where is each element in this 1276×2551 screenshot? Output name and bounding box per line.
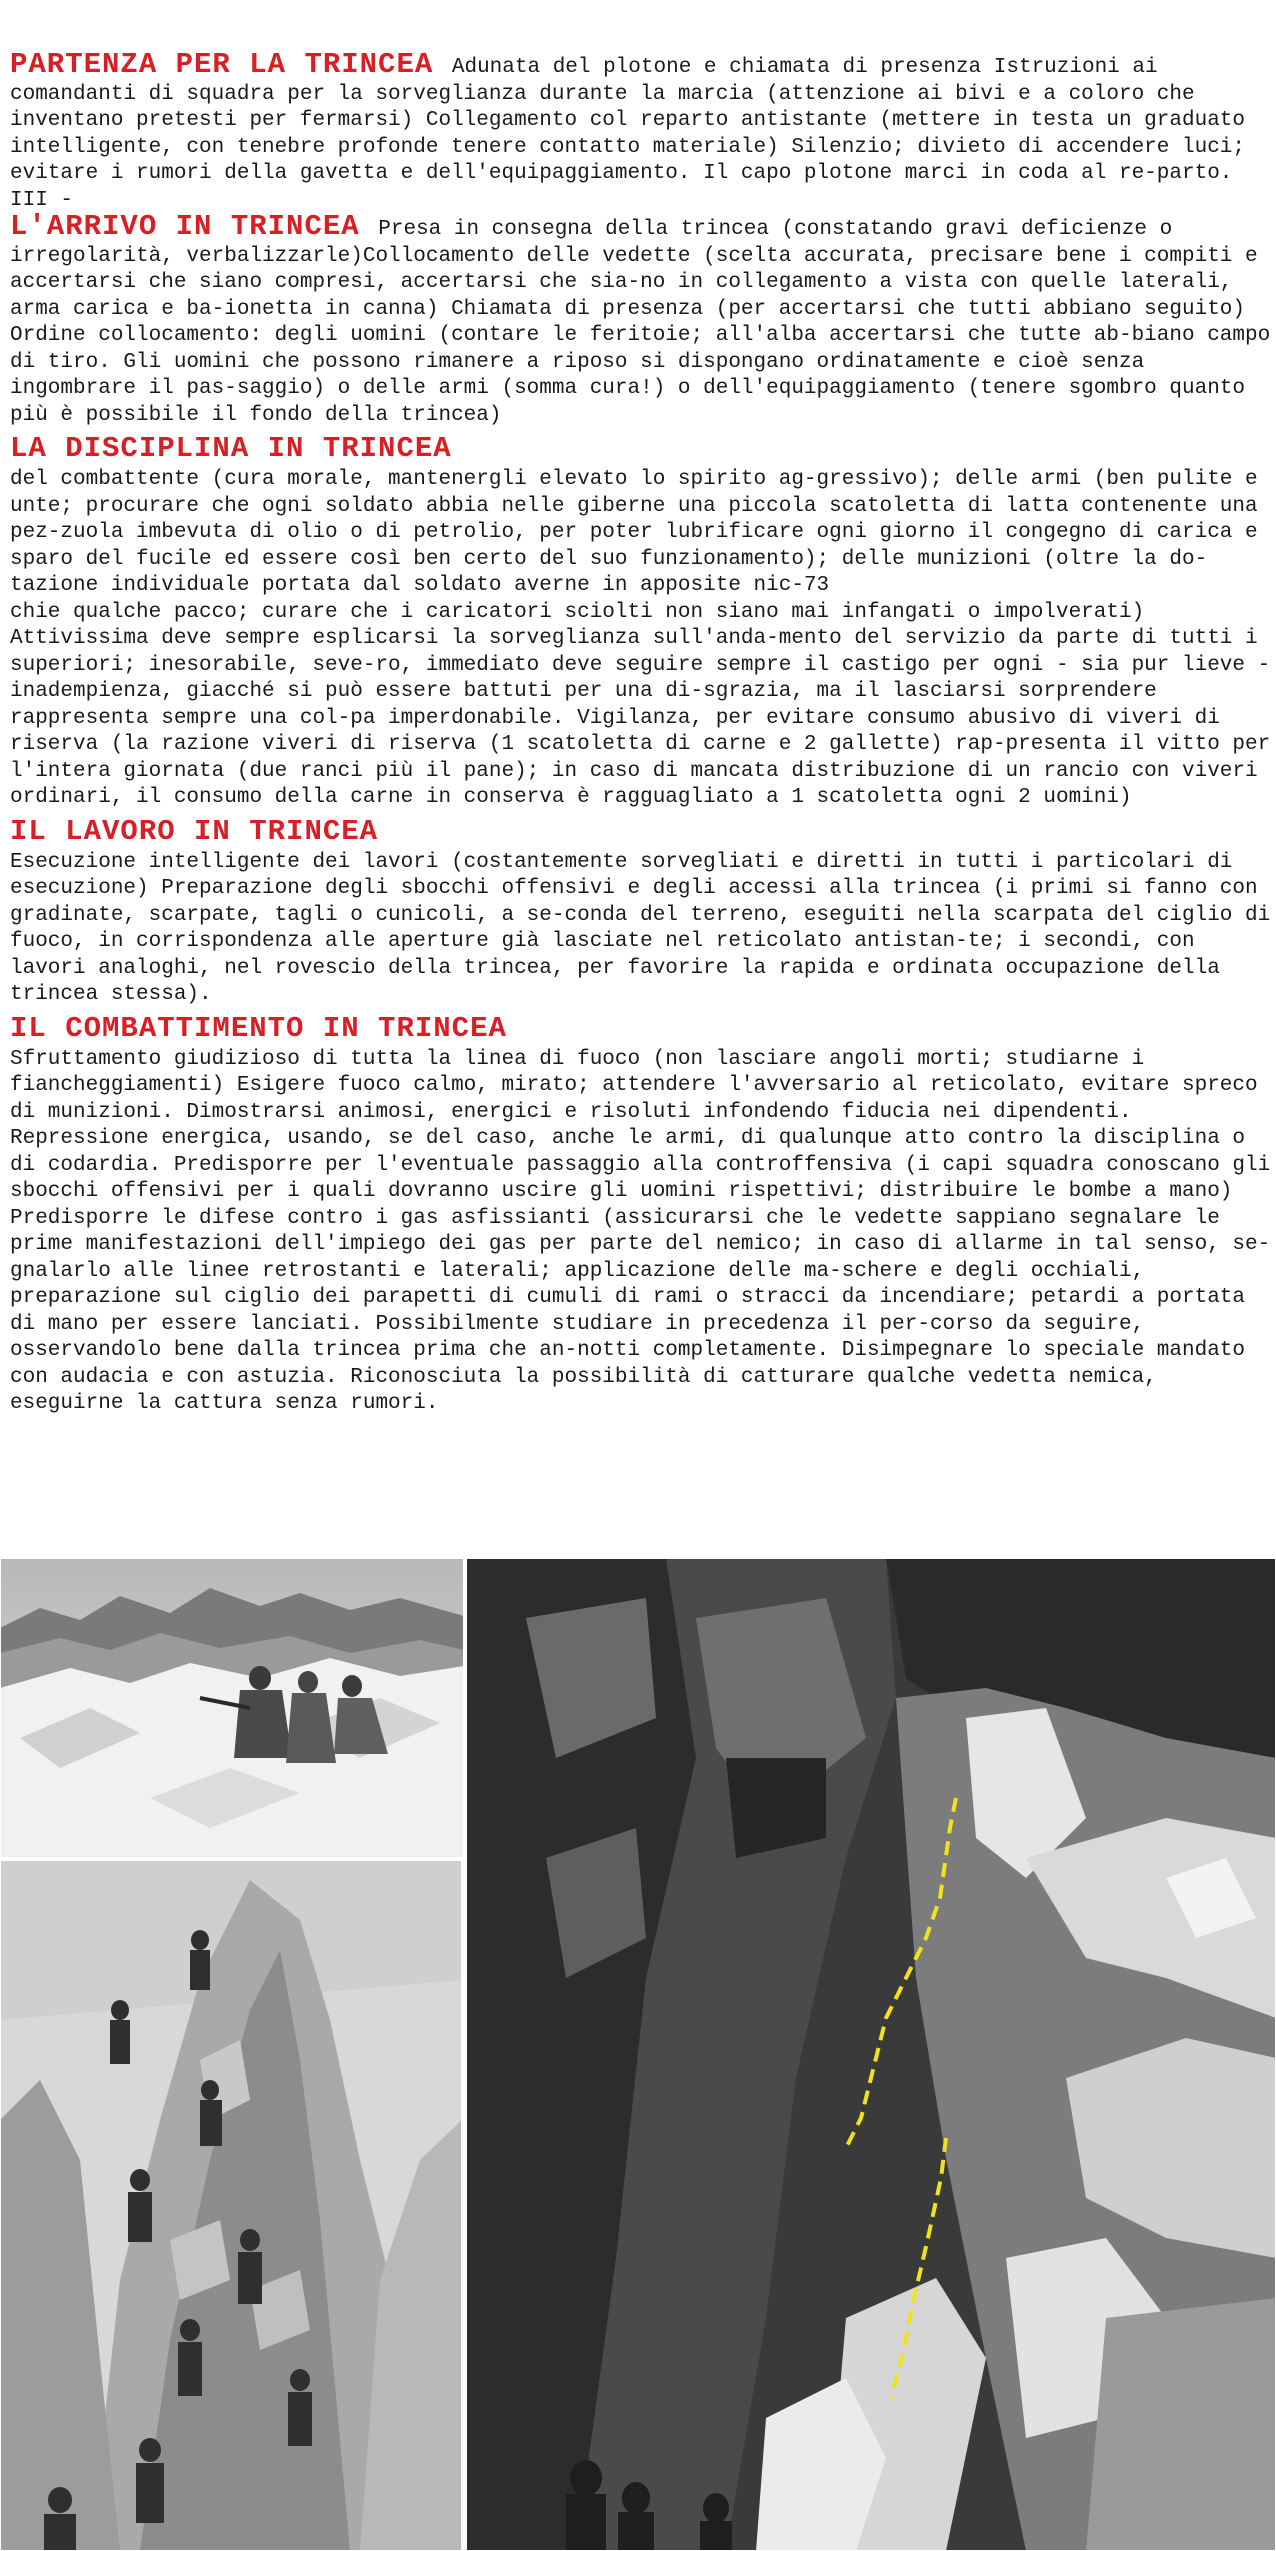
- section-heading: IL LAVORO IN TRINCEA: [10, 814, 379, 848]
- section-body: Esecuzione intelligente dei lavori (costantemente sorvegliati e diretti in tutti i particolari di esecuzione) Preparazione degli sbocchi offensivi e degli accessi alla trincea (i primi si fanno con gradinate, scarpate, tagli o cunicoli, a se-conda del terreno, eseguiti nella scarpata del ciglio di fuoco, in corrispondenza alle aperture già lasciate nel reticolato antistan-te; i secondi, con lavori analoghi, nel rovescio della trincea, per favorire la rapida e ordinata occupazione della trincea stessa).: [10, 850, 1271, 1006]
- section-body-continued: chie qualche pacco; curare che i caricatori sciolti non siano mai infangati o impolverati) Attivissima deve sempre esplicarsi la sorveglianza sull'anda-mento del servizio da parte di tutti i superiori; inesorabile, seve-ro, immediato deve seguire sempre il castigo per ogni - sia pur lieve - inadempienza, giacché si può essere battuti per una di-sgrazia, ma il lasciarsi sorprendere rappresenta sempre una col-pa imperdonabile. Vigilanza, per evitare consumo abusivo di viveri di riserva (la razione viveri di riserva (1 scatoletta di carne e 2 gallette) rap-presenta il vitto per l'intera giornata (due ranci più il pane); in caso di mancata distribuzione di un rancio con viveri ordinari, il consumo della carne in conserva è ragguagliato a 1 scatoletta ogni 2 uomini): [10, 600, 1271, 809]
- section-partenza: [10, 48, 1272, 214]
- section-body: del combattente (cura morale, mantenergli elevato lo spirito ag-gressivo); delle armi (ben pulite e unte; procurare che ogni soldato abbia nelle giberne una piccola scatoletta di latta contenente una pez-zuola imbevuta di olio o di petrolio, per poter lubrificare ogni giorno il congegno di carica e sparo del fucile ed essere così ben certo del suo funzionamento); delle munizioni (oltre la do-tazione individuale portata dal soldato averne in apposite nic-73: [10, 468, 1258, 597]
- cliff-route-photo: [466, 1558, 1276, 2551]
- section-body: Adunata del plotone e chiamata di presenza Istruzioni ai comandanti di squadra per la sorveglianza durante la marcia (attenzione ai bivi e a coloro che inventano pretesti per fermarsi) Collegamento col reparto antistante (mettere in testa un graduato intelligente, con tenebre profonde tenere contatto materiale) Silenzio; divieto di accendere luci; evitare i rumori della gavetta e dell'equipaggiamento. Il capo plotone marci in coda al re-parto. III -: [10, 56, 1246, 212]
- section-heading: IL COMBATTIMENTO IN TRINCEA: [10, 1011, 507, 1045]
- section-lavoro: [10, 814, 1272, 1009]
- section-arrivo: [10, 210, 1272, 429]
- climbing-soldiers-photo: [0, 1860, 462, 2551]
- document-text: [10, 48, 1272, 1418]
- section-body-continued: Repressione energica, usando, se del caso, anche le armi, di qualunque atto contro la disciplina o di codardia. Predisporre per l'eventuale passaggio alla controffensiva (i capi squadra conoscano gli sbocchi offensivi per i quali dovranno uscire gli uomini rispettivi; distribuire le bombe a mano) Predisporre le difese contro i gas asfissianti (assicurarsi che le vedette sappiano segnalare le prime manifestazioni dell'impiego dei gas per parte del nemico; in caso di allarme in tal senso, se-gnalarlo alle linee retrostanti e laterali; applicazione delle ma-schere e degli occhiali, preparazione sul ciglio dei parapetti di cumuli di rami o stracci da incendiare; petardi a portata di mano per essere lanciati. Possibilmente studiare in precedenza il per-corso da seguire, osservandolo bene dalla trincea prima che an-notti completamente. Disimpegnare lo speciale mandato con audacia e con astuzia. Riconosciuta la possibilità di catturare qualche vedetta nemica, eseguirne la cattura senza rumori.: [10, 1127, 1271, 1415]
- section-body: Presa in consegna della trincea (constatando gravi deficienze o irregolarità, verbalizzarle)Collocamento delle vedette (scelta accurata, precisare bene i compiti e accertarsi che siano compresi, accertarsi che sia-no in collegamento a vista con quelle laterali, arma carica e ba-ionetta in canna) Chiamata di presenza (per accertarsi che tutti abbiano seguito) Ordine collocamento: degli uomini (contare le feritoie; all'alba accertarsi che tutte ab-biano campo di tiro. Gli uomini che possono rimanere a riposo si dispongano ordinatamente e cioè senza ingombrare il pas-saggio) o delle armi (somma cura!) o dell'equipaggiamento (tenere sgombro quanto più è possibile il fondo della trincea): [10, 218, 1271, 427]
- section-body: Sfruttamento giudizioso di tutta la linea di fuoco (non lasciare angoli morti; studiarne i fiancheggiamenti) Esigere fuoco calmo, mirato; attendere l'avversario al reticolato, evitare spreco di munizioni. Dimostrarsi animosi, energici e risoluti infondendo fiducia nei dipendenti.: [10, 1047, 1258, 1124]
- section-combattimento: [10, 1011, 1272, 1418]
- section-disciplina: [10, 431, 1272, 812]
- section-heading: PARTENZA PER LA TRINCEA: [10, 48, 434, 81]
- section-heading: LA DISCIPLINA IN TRINCEA: [10, 432, 452, 465]
- section-heading: L'ARRIVO IN TRINCEA: [10, 210, 360, 243]
- snow-soldiers-photo: [0, 1558, 464, 1858]
